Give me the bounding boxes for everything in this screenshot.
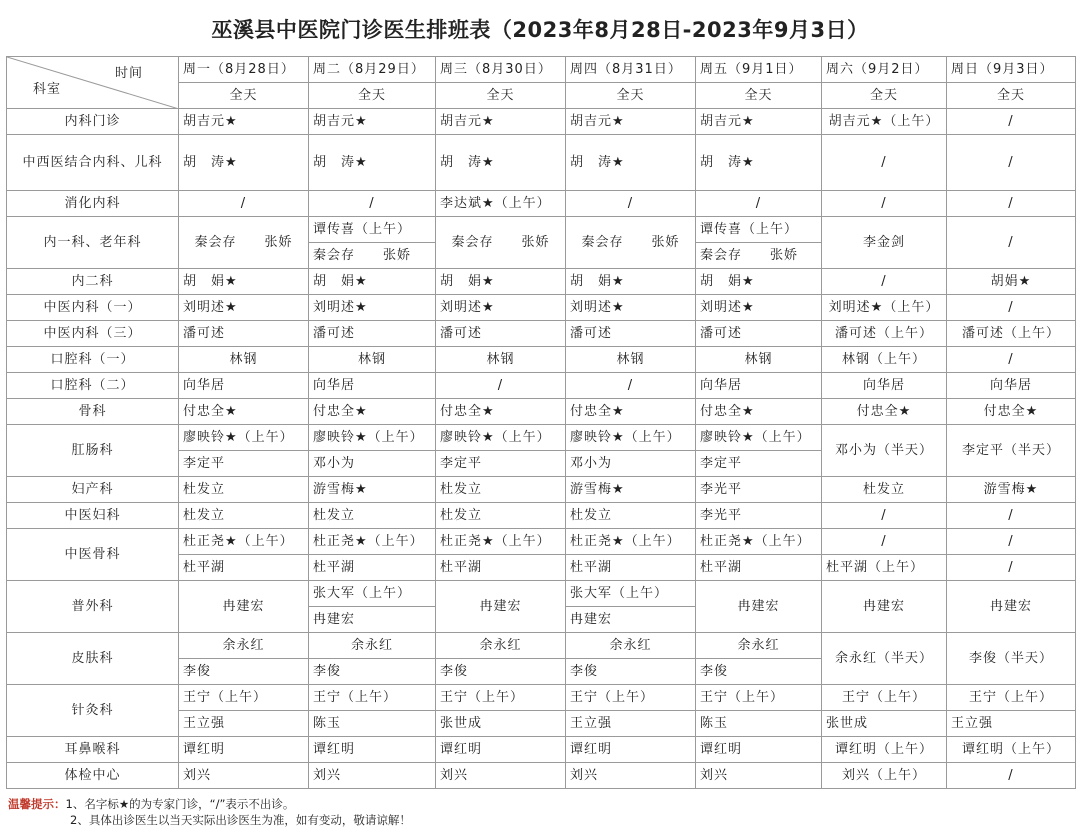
- schedule-cell: 王宁（上午）: [566, 685, 696, 711]
- table-row: [7, 425, 1076, 451]
- schedule-cell: 廖映铃★（上午）: [179, 425, 309, 451]
- schedule-cell: 李俊: [179, 659, 309, 685]
- schedule-cell: 谭传喜（上午）: [309, 217, 436, 243]
- page-title: 巫溪县中医院门诊医生排班表（2023年8月28日-2023年9月3日）: [211, 18, 869, 42]
- schedule-cell: 潘可述: [566, 321, 696, 347]
- schedule-cell: 冉建宏: [179, 581, 309, 633]
- schedule-cell: 廖映铃★（上午）: [436, 425, 566, 451]
- header-corner: [7, 57, 179, 109]
- dept-name: 中医内科（三）: [7, 321, 179, 347]
- schedule-cell: 王立强: [947, 711, 1076, 737]
- schedule-cell: 杜发立: [436, 503, 566, 529]
- schedule-cell: /: [947, 191, 1076, 217]
- slot-header: 全天: [947, 83, 1076, 109]
- schedule-cell: 潘可述: [696, 321, 822, 347]
- dept-name: 皮肤科: [7, 633, 179, 685]
- schedule-cell: 林钢: [696, 347, 822, 373]
- schedule-cell: /: [822, 135, 947, 191]
- table-row: [7, 763, 1076, 789]
- schedule-cell: 谭红明: [436, 737, 566, 763]
- dept-name: 耳鼻喉科: [7, 737, 179, 763]
- schedule-cell: 胡 涛★: [566, 135, 696, 191]
- schedule-cell: 秦会存 张娇: [696, 243, 822, 269]
- dept-name: 体检中心: [7, 763, 179, 789]
- schedule-cell: 谭红明: [696, 737, 822, 763]
- schedule-cell: 冉建宏: [822, 581, 947, 633]
- schedule-cell: 胡吉元★: [436, 109, 566, 135]
- note-line-2: 2、具体出诊医生以当天实际出诊医生为准，如有变动，敬请谅解！: [70, 813, 411, 827]
- schedule-cell: 胡 涛★: [179, 135, 309, 191]
- schedule-cell: 余永红: [566, 633, 696, 659]
- schedule-cell: 余永红: [179, 633, 309, 659]
- schedule-cell: 李俊: [436, 659, 566, 685]
- schedule-cell: 李金剑: [822, 217, 947, 269]
- schedule-cell: /: [947, 109, 1076, 135]
- schedule-cell: 廖映铃★（上午）: [566, 425, 696, 451]
- schedule-cell: 秦会存 张娇: [436, 217, 566, 269]
- schedule-cell: 廖映铃★（上午）: [696, 425, 822, 451]
- schedule-cell: 胡 娟★: [566, 269, 696, 295]
- schedule-cell: 李定平: [696, 451, 822, 477]
- day-header: 周五（9月1日）: [696, 57, 822, 83]
- schedule-cell: 刘明述★（上午）: [822, 295, 947, 321]
- schedule-cell: 付忠全★: [947, 399, 1076, 425]
- schedule-cell: 邓小为: [566, 451, 696, 477]
- schedule-cell: 潘可述: [309, 321, 436, 347]
- schedule-cell: 张世成: [822, 711, 947, 737]
- schedule-cell: 秦会存 张娇: [179, 217, 309, 269]
- schedule-cell: 胡 娟★: [179, 269, 309, 295]
- schedule-cell: 王宁（上午）: [179, 685, 309, 711]
- table-row: [7, 347, 1076, 373]
- schedule-cell: 潘可述（上午）: [947, 321, 1076, 347]
- schedule-cell: 谭红明: [309, 737, 436, 763]
- schedule-cell: 余永红（半天）: [822, 633, 947, 685]
- day-header: 周四（8月31日）: [566, 57, 696, 83]
- table-row: [7, 737, 1076, 763]
- schedule-cell: 杜发立: [822, 477, 947, 503]
- schedule-cell: 潘可述: [179, 321, 309, 347]
- dept-name: 中医内科（一）: [7, 295, 179, 321]
- notes-label: 温馨提示：: [8, 797, 66, 811]
- schedule-cell: 杜正尧★（上午）: [309, 529, 436, 555]
- schedule-cell: /: [309, 191, 436, 217]
- schedule-cell: 杜平湖: [436, 555, 566, 581]
- schedule-cell: 付忠全★: [179, 399, 309, 425]
- schedule-cell: 王立强: [566, 711, 696, 737]
- schedule-cell: 付忠全★: [436, 399, 566, 425]
- schedule-cell: 胡 涛★: [696, 135, 822, 191]
- schedule-cell: 余永红: [696, 633, 822, 659]
- slot-header: 全天: [309, 83, 436, 109]
- schedule-cell: 刘兴: [566, 763, 696, 789]
- dept-name: 中西医结合内科、儿科: [7, 135, 179, 191]
- schedule-cell: 杜平湖（上午）: [822, 555, 947, 581]
- schedule-cell: 刘兴: [436, 763, 566, 789]
- schedule-cell: 李俊（半天）: [947, 633, 1076, 685]
- schedule-cell: 刘明述★: [566, 295, 696, 321]
- schedule-cell: 杜发立: [309, 503, 436, 529]
- day-header: 周六（9月2日）: [822, 57, 947, 83]
- schedule-cell: 王宁（上午）: [309, 685, 436, 711]
- table-row: [7, 135, 1076, 191]
- schedule-cell: 林钢: [309, 347, 436, 373]
- slot-header: 全天: [436, 83, 566, 109]
- schedule-cell: 付忠全★: [696, 399, 822, 425]
- schedule-cell: 胡 涛★: [436, 135, 566, 191]
- schedule-cell: /: [947, 555, 1076, 581]
- corner-dept-label: 科室: [33, 82, 62, 97]
- schedule-cell: 秦会存 张娇: [566, 217, 696, 269]
- schedule-cell: 胡 娟★: [696, 269, 822, 295]
- schedule-cell: /: [947, 295, 1076, 321]
- schedule-cell: 李俊: [566, 659, 696, 685]
- schedule-cell: 胡 涛★: [309, 135, 436, 191]
- day-header: 周日（9月3日）: [947, 57, 1076, 83]
- schedule-cell: 杜平湖: [566, 555, 696, 581]
- dept-name: 内一科、老年科: [7, 217, 179, 269]
- schedule-cell: 杜正尧★（上午）: [179, 529, 309, 555]
- schedule-cell: 潘可述（上午）: [822, 321, 947, 347]
- schedule-cell: 邓小为（半天）: [822, 425, 947, 477]
- corner-time-label: 时间: [115, 66, 144, 81]
- notes: [8, 796, 411, 828]
- schedule-cell: /: [696, 191, 822, 217]
- schedule-cell: 王宁（上午）: [947, 685, 1076, 711]
- header-row-days: [7, 57, 1076, 83]
- day-header: 周一（8月28日）: [179, 57, 309, 83]
- schedule-cell: 冉建宏: [566, 607, 696, 633]
- schedule-cell: 余永红: [309, 633, 436, 659]
- schedule-cell: 余永红: [436, 633, 566, 659]
- note-line-1: 1、名字标★的为专家门诊，“/”表示不出诊。: [65, 797, 295, 811]
- dept-name: 骨科: [7, 399, 179, 425]
- table-row: [7, 295, 1076, 321]
- schedule-cell: 林钢: [566, 347, 696, 373]
- schedule-cell: 廖映铃★（上午）: [309, 425, 436, 451]
- slot-header: 全天: [179, 83, 309, 109]
- schedule-cell: 杜发立: [179, 503, 309, 529]
- schedule-cell: 谭传喜（上午）: [696, 217, 822, 243]
- schedule-cell: 胡吉元★: [309, 109, 436, 135]
- schedule-cell: 付忠全★: [309, 399, 436, 425]
- schedule-cell: /: [822, 269, 947, 295]
- schedule-cell: 杜发立: [566, 503, 696, 529]
- dept-name: 中医妇科: [7, 503, 179, 529]
- slot-header: 全天: [566, 83, 696, 109]
- schedule-cell: 杜发立: [179, 477, 309, 503]
- schedule-cell: 冉建宏: [436, 581, 566, 633]
- schedule-cell: 刘兴: [309, 763, 436, 789]
- schedule-cell: 杜平湖: [309, 555, 436, 581]
- schedule-cell: 李定平: [179, 451, 309, 477]
- schedule-cell: /: [947, 347, 1076, 373]
- schedule-cell: 冉建宏: [696, 581, 822, 633]
- schedule-cell: 陈玉: [696, 711, 822, 737]
- schedule-cell: 胡 娟★: [309, 269, 436, 295]
- schedule-cell: /: [947, 529, 1076, 555]
- dept-name: 消化内科: [7, 191, 179, 217]
- schedule-cell: 谭红明: [566, 737, 696, 763]
- table-row: [7, 399, 1076, 425]
- slot-header: 全天: [822, 83, 947, 109]
- schedule-cell: 王宁（上午）: [696, 685, 822, 711]
- schedule-cell: 游雪梅★: [309, 477, 436, 503]
- table-row: [7, 217, 1076, 243]
- day-header: 周二（8月29日）: [309, 57, 436, 83]
- schedule-cell: 向华居: [947, 373, 1076, 399]
- table-row: [7, 269, 1076, 295]
- schedule-cell: 刘明述★: [309, 295, 436, 321]
- schedule-cell: /: [822, 191, 947, 217]
- table-row: [7, 633, 1076, 659]
- schedule-cell: 林钢: [179, 347, 309, 373]
- schedule-cell: 胡娟★: [947, 269, 1076, 295]
- dept-name: 中医骨科: [7, 529, 179, 581]
- schedule-cell: 林钢: [436, 347, 566, 373]
- schedule-cell: 张大军（上午）: [309, 581, 436, 607]
- schedule-cell: 胡吉元★（上午）: [822, 109, 947, 135]
- dept-name: 内科门诊: [7, 109, 179, 135]
- schedule-cell: 杜发立: [436, 477, 566, 503]
- schedule-cell: 王宁（上午）: [822, 685, 947, 711]
- schedule-cell: 秦会存 张娇: [309, 243, 436, 269]
- schedule-cell: /: [822, 503, 947, 529]
- schedule-cell: 付忠全★: [566, 399, 696, 425]
- schedule-cell: 李定平（半天）: [947, 425, 1076, 477]
- schedule-cell: 冉建宏: [309, 607, 436, 633]
- schedule-cell: 李俊: [309, 659, 436, 685]
- schedule-cell: 陈玉: [309, 711, 436, 737]
- dept-name: 口腔科（一）: [7, 347, 179, 373]
- schedule-cell: 付忠全★: [822, 399, 947, 425]
- schedule-cell: 向华居: [179, 373, 309, 399]
- schedule-cell: 潘可述: [436, 321, 566, 347]
- table-row: [7, 191, 1076, 217]
- schedule-cell: 李光平: [696, 503, 822, 529]
- schedule-cell: 向华居: [822, 373, 947, 399]
- schedule-cell: /: [566, 373, 696, 399]
- schedule-cell: /: [947, 135, 1076, 191]
- schedule-cell: 游雪梅★: [947, 477, 1076, 503]
- schedule-cell: 刘明述★: [179, 295, 309, 321]
- schedule-cell: /: [947, 763, 1076, 789]
- schedule-cell: 李光平: [696, 477, 822, 503]
- schedule-cell: 林钢（上午）: [822, 347, 947, 373]
- schedule-cell: 杜正尧★（上午）: [436, 529, 566, 555]
- schedule-cell: 杜平湖: [179, 555, 309, 581]
- schedule-cell: 向华居: [309, 373, 436, 399]
- schedule-cell: 向华居: [696, 373, 822, 399]
- schedule-cell: 王立强: [179, 711, 309, 737]
- schedule-cell: 胡 娟★: [436, 269, 566, 295]
- schedule-cell: /: [179, 191, 309, 217]
- schedule-cell: 刘明述★: [696, 295, 822, 321]
- schedule-cell: 刘兴: [696, 763, 822, 789]
- schedule-cell: 王宁（上午）: [436, 685, 566, 711]
- dept-name: 妇产科: [7, 477, 179, 503]
- schedule-cell: 李俊: [696, 659, 822, 685]
- schedule-cell: 邓小为: [309, 451, 436, 477]
- table-row: [7, 109, 1076, 135]
- schedule-cell: 刘明述★: [436, 295, 566, 321]
- dept-name: 肛肠科: [7, 425, 179, 477]
- schedule-cell: 冉建宏: [947, 581, 1076, 633]
- table-row: [7, 321, 1076, 347]
- schedule-cell: /: [822, 529, 947, 555]
- schedule-cell: 游雪梅★: [566, 477, 696, 503]
- schedule-cell: /: [566, 191, 696, 217]
- schedule-cell: 张大军（上午）: [566, 581, 696, 607]
- table-row: [7, 581, 1076, 607]
- schedule-cell: 谭红明（上午）: [822, 737, 947, 763]
- schedule-cell: 谭红明: [179, 737, 309, 763]
- schedule-cell: 张世成: [436, 711, 566, 737]
- schedule-cell: 李达斌★（上午）: [436, 191, 566, 217]
- schedule-cell: 李定平: [436, 451, 566, 477]
- schedule-cell: /: [947, 217, 1076, 269]
- dept-name: 内二科: [7, 269, 179, 295]
- slot-header: 全天: [696, 83, 822, 109]
- dept-name: 针灸科: [7, 685, 179, 737]
- table-row: [7, 503, 1076, 529]
- day-header: 周三（8月30日）: [436, 57, 566, 83]
- dept-name: 口腔科（二）: [7, 373, 179, 399]
- schedule-cell: 刘兴: [179, 763, 309, 789]
- schedule-cell: /: [436, 373, 566, 399]
- table-row: [7, 685, 1076, 711]
- dept-name: 普外科: [7, 581, 179, 633]
- table-row: [7, 373, 1076, 399]
- table-row: [7, 529, 1076, 555]
- schedule-cell: 胡吉元★: [696, 109, 822, 135]
- schedule-cell: 杜平湖: [696, 555, 822, 581]
- schedule-cell: 杜正尧★（上午）: [696, 529, 822, 555]
- schedule-cell: 杜正尧★（上午）: [566, 529, 696, 555]
- table-row: [7, 477, 1076, 503]
- schedule-cell: /: [947, 503, 1076, 529]
- schedule-cell: 谭红明（上午）: [947, 737, 1076, 763]
- schedule-cell: 胡吉元★: [179, 109, 309, 135]
- schedule-cell: 胡吉元★: [566, 109, 696, 135]
- schedule-table: [6, 56, 1076, 789]
- schedule-cell: 刘兴（上午）: [822, 763, 947, 789]
